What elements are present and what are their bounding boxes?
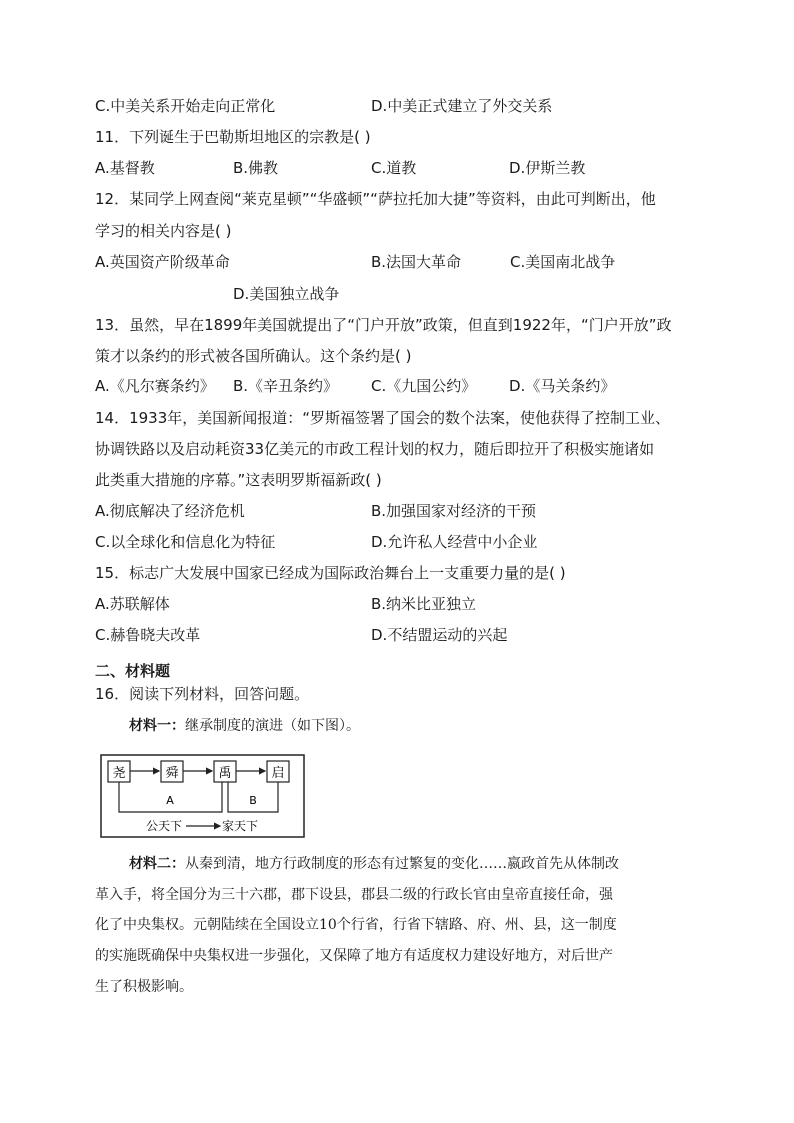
section-heading: 二、材料题: [95, 662, 171, 680]
q13-option-c: C.《九国公约》: [371, 377, 477, 395]
q11-option-c: C.道教: [371, 159, 417, 177]
q12-option-a: A.英国资产阶级革命: [95, 253, 230, 271]
q13-stem-line1: 13．虽然，早在1899年美国就提出了“门户开放”政策，但直到1922年，“门户开放”政: [95, 316, 672, 334]
succession-diagram: [100, 754, 305, 838]
q14-option-a: A.彻底解决了经济危机: [95, 502, 245, 520]
q15-stem: 15．标志广大发展中国家已经成为国际政治舞台上一支重要力量的是( ): [95, 564, 566, 582]
q11-option-b: B.佛教: [233, 159, 279, 177]
box-qi-label: 启: [271, 766, 285, 781]
q10-option-c: C.中美关系开始走向正常化: [95, 97, 276, 115]
q15-option-a: A.苏联解体: [95, 595, 170, 613]
material1-label: 材料一：: [129, 718, 185, 734]
q13-option-a: A.《凡尔赛条约》: [95, 377, 215, 395]
q14-option-b: B.加强国家对经济的干预: [371, 502, 537, 520]
q15-option-b: B.纳米比亚独立: [371, 595, 477, 613]
material2-text-line1: 从秦到清，地方行政制度的形态有过繁复的变化……嬴政首先从体制改: [185, 856, 619, 872]
q16-stem: 16．阅读下列材料，回答问题。: [95, 685, 310, 703]
q11-stem: 11．下列诞生于巴勒斯坦地区的宗教是( ): [95, 128, 371, 146]
material2-line1: [129, 854, 619, 874]
box-yu-label: 禹: [218, 766, 232, 781]
box-shun-label: 舜: [165, 766, 179, 781]
label-b: B: [249, 794, 257, 807]
q14-stem-line1: 14．1933年，美国新闻报道：“罗斯福签署了国会的数个法案，使他获得了控制工业、: [95, 409, 671, 427]
material1-text: 继承制度的演进（如下图）。: [185, 718, 360, 734]
q11-option-a: A.基督教: [95, 159, 155, 177]
label-jia-tianxia: 家天下: [222, 819, 259, 833]
q12-option-c: C.美国南北战争: [510, 253, 616, 271]
q11-option-d: D.伊斯兰教: [509, 159, 586, 177]
material2-line2: 革入手，将全国分为三十六郡，郡下设县，郡县二级的行政长官由皇帝直接任命，强: [95, 887, 613, 903]
q14-stem-line3: 此类重大措施的序幕。”这表明罗斯福新政( ): [95, 471, 382, 489]
q14-stem-line2: 协调铁路以及启动耗资33亿美元的市政工程计划的权力，随后即拉开了积极实施诸如: [95, 440, 655, 458]
q12-stem-line2: 学习的相关内容是( ): [95, 222, 232, 240]
q10-option-d: D.中美正式建立了外交关系: [371, 97, 553, 115]
material2-line3: 化了中央集权。元朝陆续在全国设立10个行省，行省下辖路、府、州、县，这一制度: [95, 917, 617, 933]
q14-option-c: C.以全球化和信息化为特征: [95, 533, 276, 551]
material1: [129, 716, 360, 736]
label-a: A: [166, 794, 174, 807]
q15-option-c: C.赫鲁晓夫改革: [95, 626, 201, 644]
q12-stem-line1: 12．某同学上网查阅“莱克星顿”“华盛顿”“萨拉托加大捷”等资料，由此可判断出，他: [95, 190, 656, 208]
box-yao-label: 尧: [112, 766, 126, 781]
q12-option-b: B.法国大革命: [371, 253, 462, 271]
q13-stem-line2: 策才以条约的形式被各国所确认。这个条约是( ): [95, 347, 412, 365]
material2-line5: 生了积极影响。: [95, 979, 193, 995]
q12-option-d: D.美国独立战争: [233, 285, 340, 303]
q14-option-d: D.允许私人经营中小企业: [371, 533, 538, 551]
label-gong-tianxia: 公天下: [146, 819, 183, 833]
q13-option-b: B.《辛丑条约》: [233, 377, 339, 395]
material2-line4: 的实施既确保中央集权进一步强化，又保障了地方有适度权力建设好地方，对后世产: [95, 948, 613, 964]
q15-option-d: D.不结盟运动的兴起: [371, 626, 508, 644]
q13-option-d: D.《马关条约》: [509, 377, 616, 395]
material2-label: 材料二：: [129, 856, 185, 872]
